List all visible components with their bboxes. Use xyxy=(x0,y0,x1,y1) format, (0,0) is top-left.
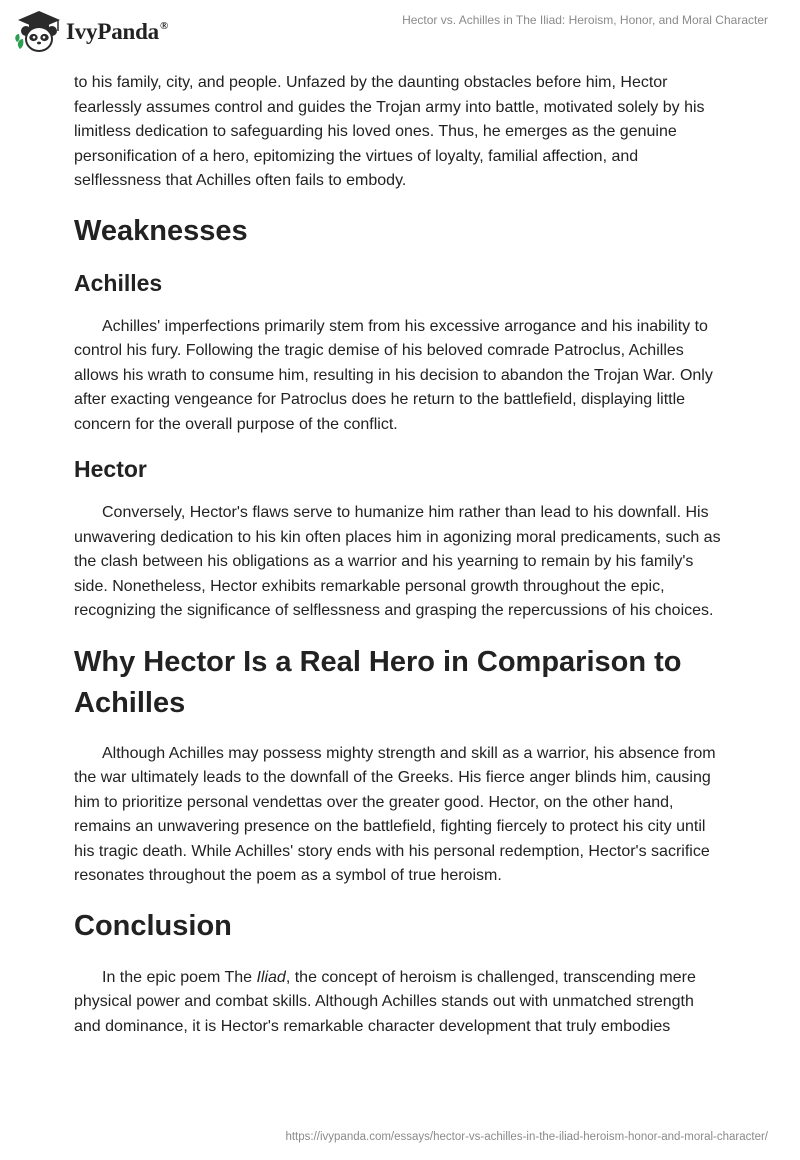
conclusion-paragraph: In the epic poem The Iliad, the concept of heroism is challenged, transcending mere physical power and combat skills. Although Achilles stands out with unmatched strength and dominance, it is Hector's remarkable character development that truly embodies xyxy=(74,968,696,1035)
why-hector-paragraph: Although Achilles may possess mighty strength and skill as a warrior, his absence from the war ultimately leads to the downfall of the Greeks. His fierce anger blinds him, causing him to prioritize personal vendettas over the greater good. Hector, on the other hand, remains an unwavering presence on the battlefield, fighting fiercely to protect his city until his tragic death. While Achilles' story ends with his personal redemption, Hector's sacrifice resonates throughout the poem as a symbol of true heroism. xyxy=(74,744,716,884)
ivypanda-logo[interactable] xyxy=(14,8,168,56)
hector-paragraph: Conversely, Hector's flaws serve to humanize him rather than lead to his downfall. His unwavering dedication to his kin often places him in agonizing moral predicaments, such as the clash between his obligations as a warrior and his yearning to remain by his family's side. Nonetheless, Hector exhibits remarkable personal growth throughout the epic, recognizing the significance of selflessness and grasping the repercussions of his choices. xyxy=(74,504,721,619)
hector-heading: Hector xyxy=(74,456,147,482)
why-hector-heading: Why Hector Is a Real Hero in Comparison to Achilles xyxy=(74,645,682,719)
intro-paragraph: to his family, city, and people. Unfazed by the daunting obstacles before him, Hector fearlessly assumes control and guides the Trojan army into battle, motivated solely by his limitless dedication to safeguarding his loved ones. Thus, he emerges as the genuine personification of a hero, epitomizing the virtues of loyalty, familial affection, and selflessness that Achilles often fails to embody. xyxy=(74,74,705,189)
iliad-title: Iliad xyxy=(256,968,286,986)
essay-content xyxy=(74,71,722,1039)
achilles-heading: Achilles xyxy=(74,269,163,296)
panda-graduate-logo-icon xyxy=(14,9,64,55)
page-header xyxy=(0,0,800,62)
weaknesses-heading: Weaknesses xyxy=(74,214,248,247)
conclusion-heading: Conclusion xyxy=(74,909,232,942)
achilles-paragraph: Achilles' imperfections primarily stem from his excessive arrogance and his inability to control his fury. Following the tragic demise of his beloved comrade Patroclus, Achilles allows his wrath to consume him, resulting in his decision to abandon the Trojan War. Only after exacting vengeance for Patroclus does he return to the battlefield, displaying little concern for the overall purpose of the conflict. xyxy=(74,317,713,433)
source-url-link[interactable]: https://ivypanda.com/essays/hector-vs-achilles-in-the-iliad-heroism-honor-and-moral-character/ xyxy=(285,1131,768,1143)
document-title: Hector vs. Achilles in The Iliad: Heroism, Honor, and Moral Character xyxy=(402,13,768,27)
brand-name: IvyPanda® xyxy=(66,19,169,44)
